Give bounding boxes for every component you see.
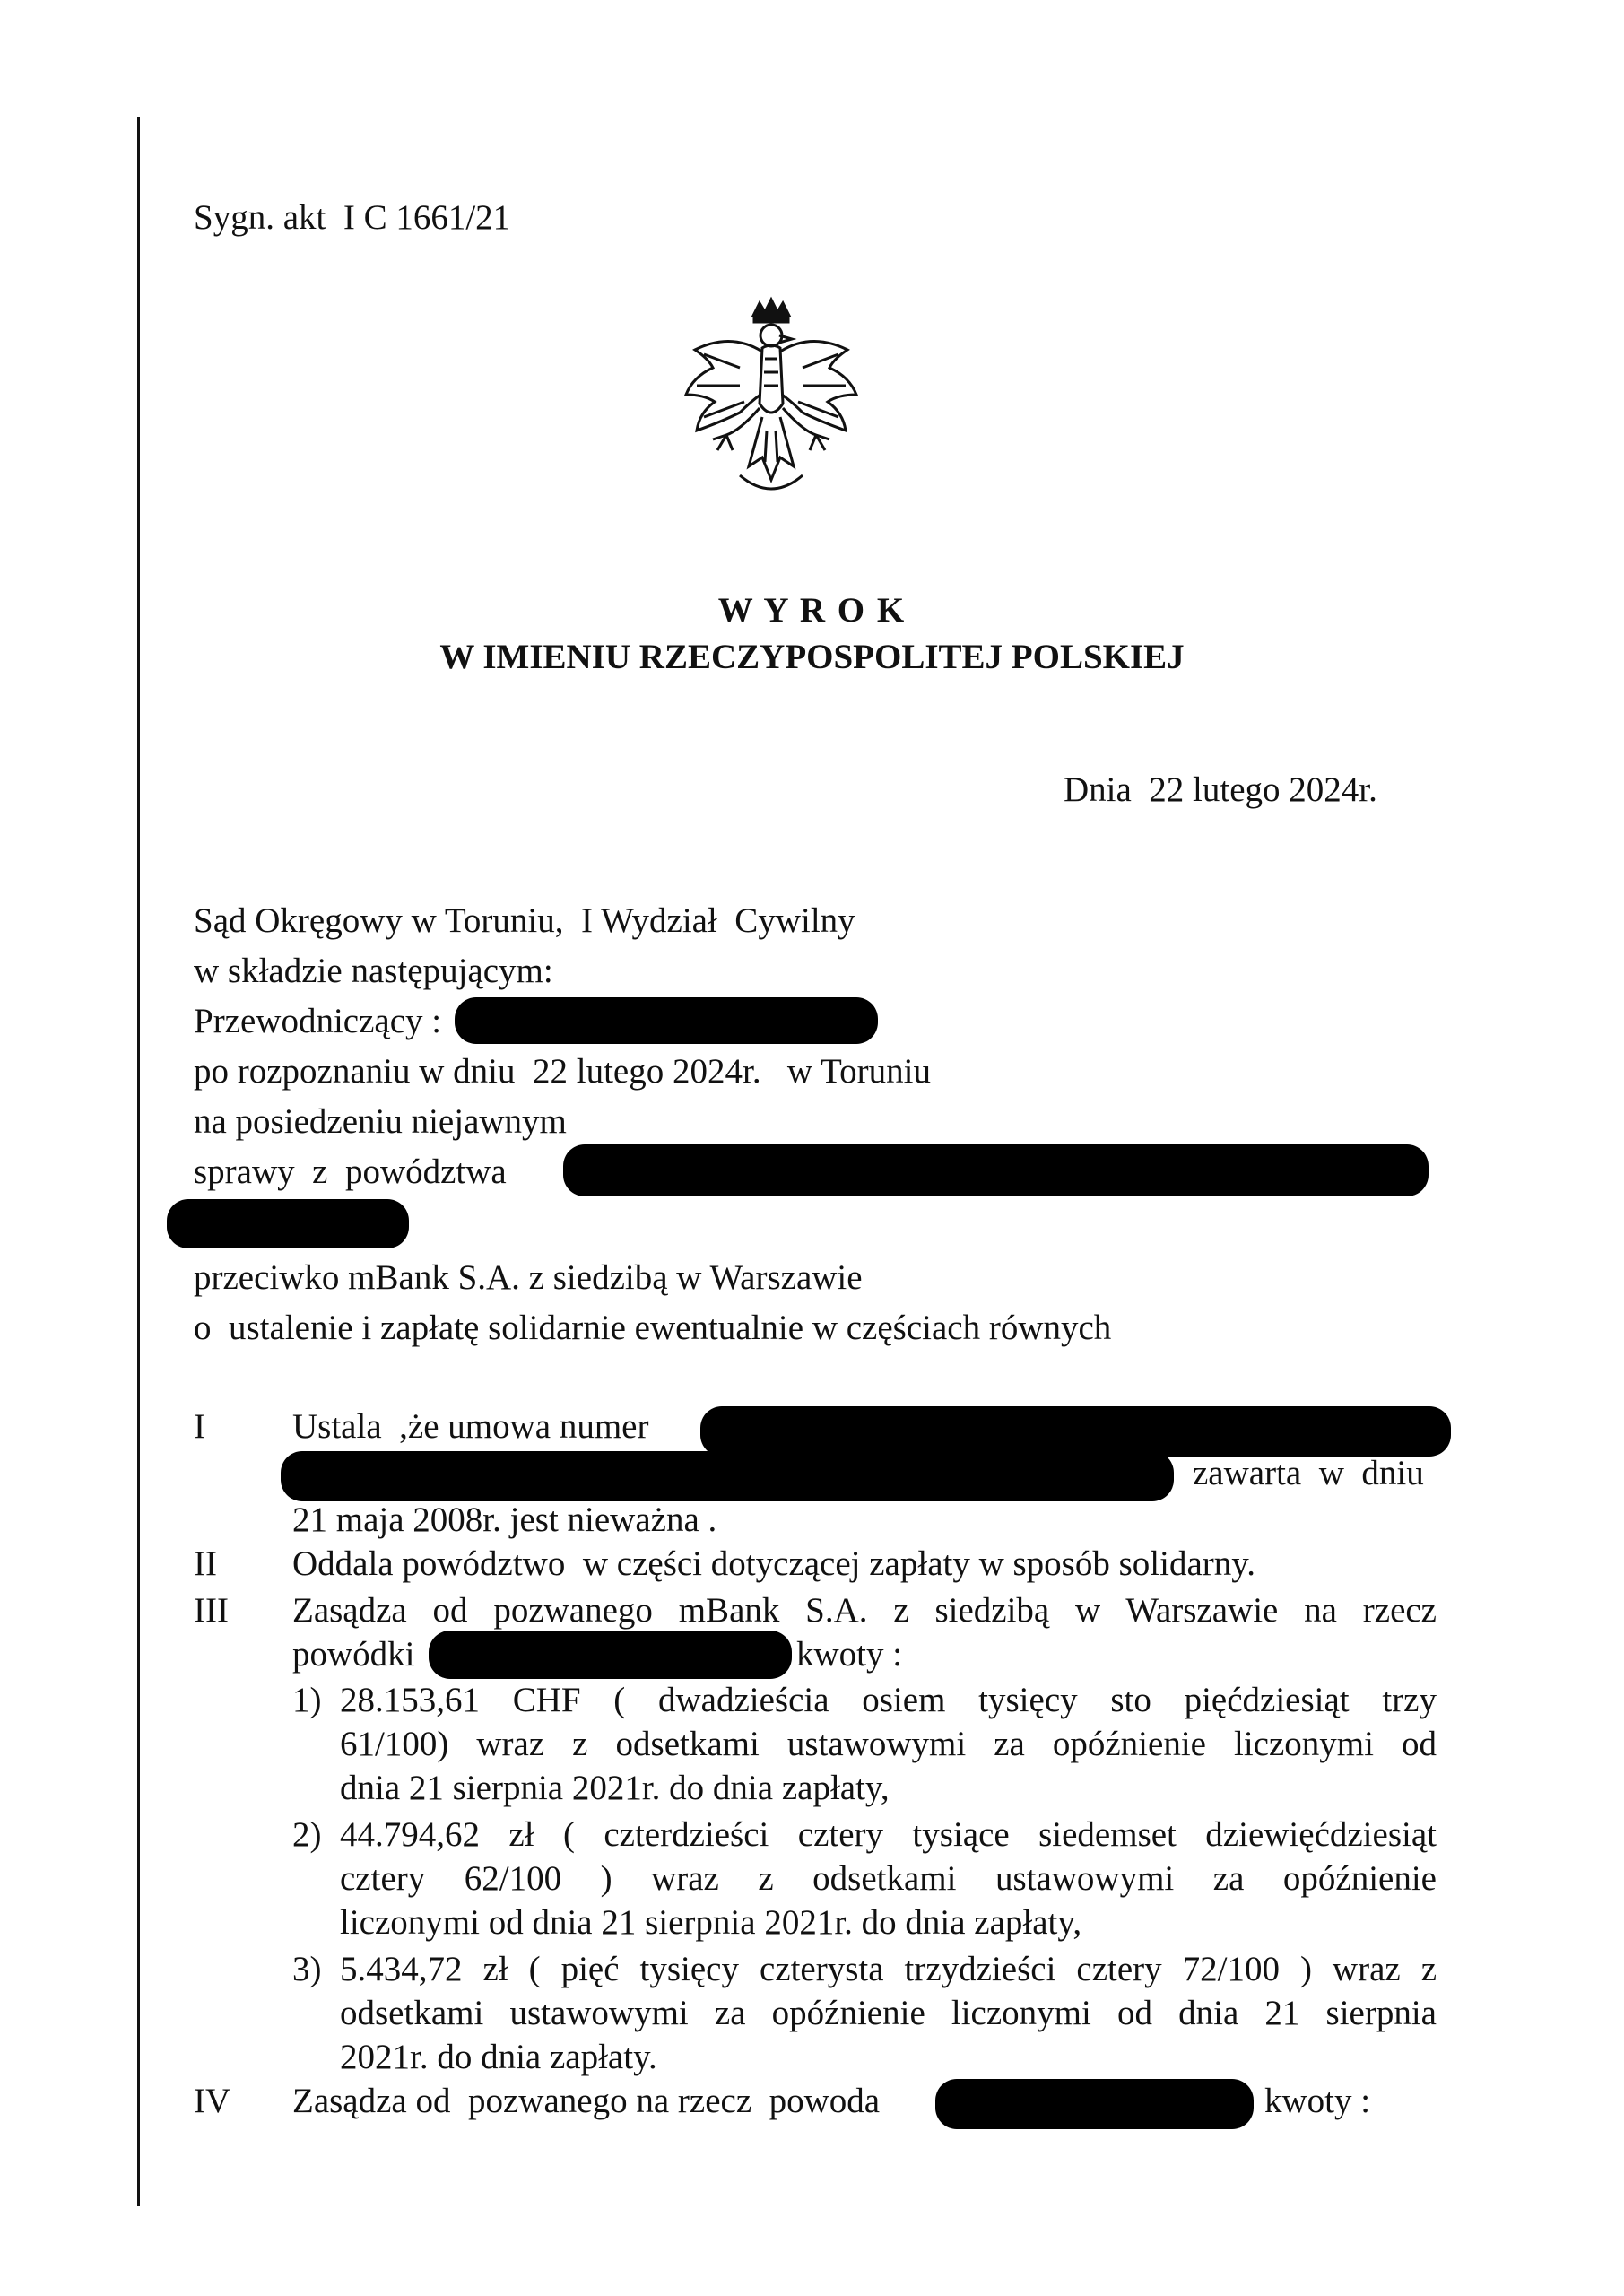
- sub-item-number-3: 3): [292, 1950, 322, 1988]
- judgment-title: W Y R O K: [717, 591, 907, 630]
- case-number: Sygn. akt I C 1661/21: [194, 198, 511, 237]
- redacted-plaintiff-name: [429, 1631, 792, 1679]
- sub-item-1-line-2: 61/100) wraz z odsetkami ustawowymi za opóźnienie liczonymi od: [340, 1725, 1437, 1763]
- left-margin-rule: [137, 117, 140, 2206]
- defendant-line: przeciwko mBank S.A. z siedzibą w Warszawie: [194, 1258, 863, 1297]
- item-iii-text: Zasądza od pozwanego mBank S.A. z siedzibą w Warszawie na rzecz: [292, 1591, 1437, 1630]
- item-i-conclusion: 21 maja 2008r. jest nieważna .: [292, 1500, 717, 1539]
- sub-item-3-line-3: 2021r. do dnia zapłaty.: [340, 2038, 657, 2076]
- item-iii-amounts-label: kwoty :: [796, 1635, 903, 1674]
- redacted-contract-number-continuation: [281, 1451, 1174, 1501]
- item-iv-amounts-label: kwoty :: [1264, 2082, 1371, 2120]
- item-i-text: Ustala ,że umowa numer: [292, 1407, 649, 1446]
- sub-item-3-line-2: odsetkami ustawowymi za opóźnienie liczonymi od dnia 21 sierpnia: [340, 1994, 1437, 2032]
- item-number-iv: IV: [194, 2082, 231, 2120]
- item-ii-text: Oddala powództwo w części dotyczącej zapłaty w sposób solidarny.: [292, 1544, 1255, 1583]
- presiding-judge-label: Przewodniczący :: [194, 1002, 442, 1040]
- claimant-label: sprawy z powództwa: [194, 1152, 507, 1191]
- sub-item-2-line-2: cztery 62/100 ) wraz z odsetkami ustawowymi za opóźnienie: [340, 1859, 1437, 1898]
- item-i-concluded-on: zawarta w dniu: [1193, 1454, 1424, 1492]
- session-type: na posiedzeniu niejawnym: [194, 1102, 567, 1141]
- item-iii-plaintiff-label: powódki: [292, 1635, 415, 1674]
- item-number-iii: III: [194, 1591, 229, 1630]
- court-name: Sąd Okręgowy w Toruniu, I Wydział Cywilny: [194, 901, 855, 940]
- sub-item-2-line-3: liczonymi od dnia 21 sierpnia 2021r. do dnia zapłaty,: [340, 1903, 1082, 1942]
- sub-item-1-line-1: 28.153,61 CHF ( dwadzieścia osiem tysięcy sto pięćdziesiąt trzy: [340, 1681, 1437, 1719]
- redacted-judge-name: [455, 997, 878, 1044]
- judgment-subtitle: W IMIENIU RZECZYPOSPOLITEJ POLSKIEJ: [439, 638, 1185, 676]
- hearing-date-line: po rozpoznaniu w dniu 22 lutego 2024r. w Toruniu: [194, 1052, 931, 1091]
- item-number-i: I: [194, 1407, 205, 1446]
- sub-item-number-1: 1): [292, 1681, 322, 1719]
- sub-item-2-line-1: 44.794,62 zł ( czterdzieści cztery tysiące siedemset dziewięćdziesiąt: [340, 1815, 1437, 1854]
- subject-of-case: o ustalenie i zapłatę solidarnie ewentualnie w częściach równych: [194, 1309, 1112, 1347]
- sub-item-3-line-1: 5.434,72 zł ( pięć tysięcy czterysta trzydzieści cztery 72/100 ) wraz z: [340, 1950, 1437, 1988]
- sub-item-1-line-3: dnia 21 sierpnia 2021r. do dnia zapłaty,: [340, 1769, 890, 1807]
- judgment-date: Dnia 22 lutego 2024r.: [1064, 770, 1377, 809]
- item-number-ii: II: [194, 1544, 217, 1583]
- redacted-claimant-continuation: [167, 1199, 409, 1248]
- polish-eagle-emblem: [677, 296, 865, 511]
- item-iv-text: Zasądza od pozwanego na rzecz powoda: [292, 2082, 881, 2120]
- redacted-contract-number: [700, 1406, 1451, 1457]
- sub-item-number-2: 2): [292, 1815, 322, 1854]
- redacted-claimant-name-iv: [935, 2079, 1254, 2129]
- panel-composition: w składzie następującym:: [194, 952, 553, 990]
- redacted-claimant-names: [563, 1144, 1429, 1196]
